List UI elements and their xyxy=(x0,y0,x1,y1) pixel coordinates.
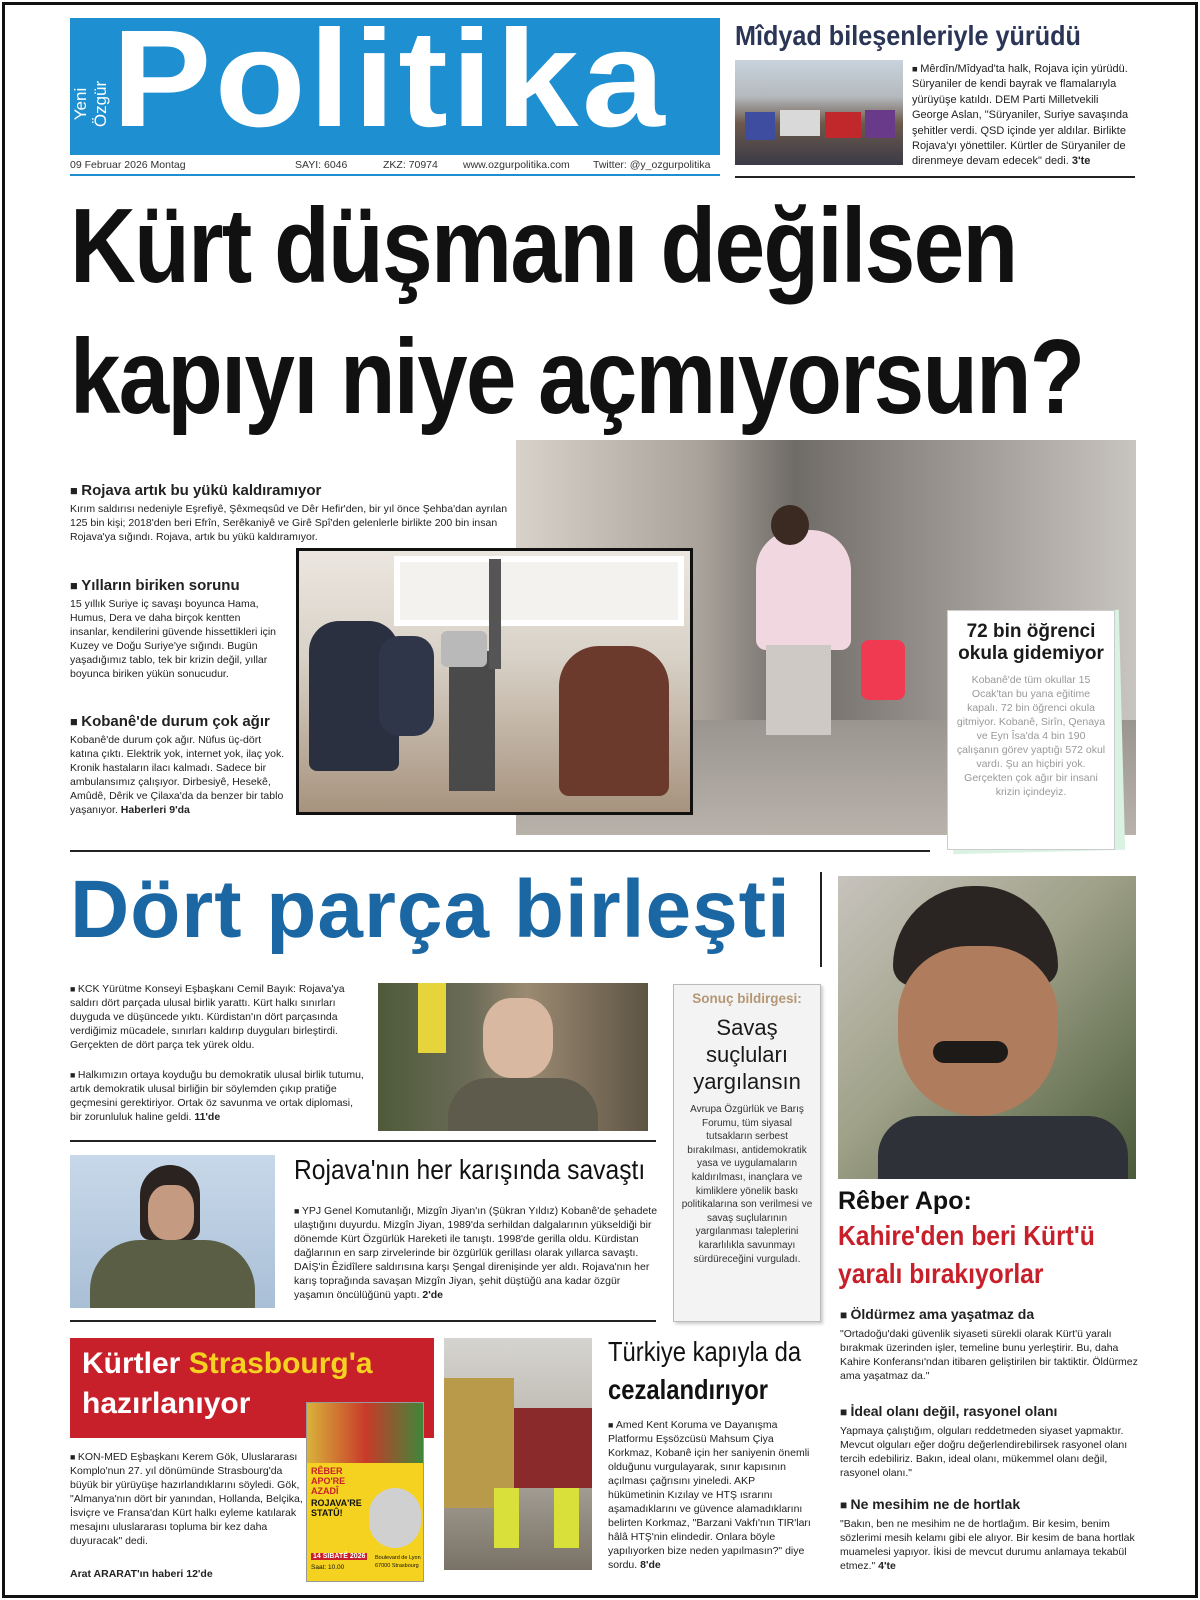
poster-text-1: RÊBER xyxy=(311,1466,343,1476)
main-section-1-text: Kırım saldırısı nedeniyle Eşrefiyê, Şêxmeqsûd ve Dêr Hefir'den, bir yıl önce Şehba'dan ayrılan 125 bin kişi; 2018'den beri Efrîn, Serêkaniyê ve Girê Spî'den gelenlerle birlikte 200 bin insan Rojava'ya sığındı. Rojava, artık bu yükü kaldıramıyor. xyxy=(70,503,508,543)
masthead-info-bar xyxy=(70,158,720,176)
top-story-divider xyxy=(735,176,1135,178)
reber-apo-photo xyxy=(838,876,1136,1179)
school-box-text: Kobanê'de tüm okullar 15 Ocak'tan bu yana eğitime kapalı. 72 bin öğrenci okula gitmiyor. Kobanê, Sirîn, Qenaya ve Eyn Îsa'da 4 bin 190 çalışanın görev yaptığı 572 okul vardı. Şu an hiçbiri yok. Gerçekten çok ağır bir insani krizin içindeyiz. xyxy=(956,674,1106,798)
reber-apo-section-1-text: "Ortadoğu'daki güvenlik siyaseti sürekli olarak Kürt'ü yaralı bırakmak üzerinden işler, temeline bunu yerleştirir. Bu, daha Kahire Konferansı'ndan itibaren geliştirilen bir taktiktir. Öldürmez ama yaşatmaz da." xyxy=(840,1328,1138,1382)
strasbourg-headline-line1: Kürtler Strasbourg'a xyxy=(82,1347,373,1380)
strasbourg-headline-line2: hazırlanıyor xyxy=(82,1387,251,1420)
zkz-number: ZKZ: 70974 xyxy=(383,159,438,171)
poster-date: 14 SIBATÊ 2026 xyxy=(313,1553,366,1560)
cemil-bayik-photo xyxy=(378,983,648,1131)
verdict-title1: Savaş xyxy=(716,1015,778,1040)
main-section-2-title: ■ Yılların biriken sorunu xyxy=(70,577,240,594)
top-story-text: ■ Mêrdîn/Mîdyad'ta halk, Rojava için yürüdü. Süryaniler de kendi bayrak ve flamalarıyla yürüyüşe katıldı. DEM Parti Milletvekili George Aslan, "Süryaniler, Suriye savaşında şehitler verdi. QSD içinde yer aldılar. Birlikte Rojava'yı yönettiler. Kürtler de Süryaniler de direnmeye devam edecek" dedi. 3'te xyxy=(912,62,1132,170)
four-parts-headline: Dört parça birleşti xyxy=(70,864,791,955)
school-box-inner xyxy=(947,610,1115,850)
issue-date: 09 Februar 2026 Montag xyxy=(70,159,186,171)
top-story-photo xyxy=(735,60,903,165)
section-divider-1 xyxy=(70,850,930,852)
poster-place2: 67000 Strasbourg xyxy=(375,1563,419,1569)
stove xyxy=(449,651,495,791)
mizgin-jiyan-photo xyxy=(70,1155,275,1308)
main-headline-line1: Kürt düşmanı değilsen xyxy=(70,187,1017,305)
turkey-headline1: Türkiye kapıyla da xyxy=(608,1336,802,1367)
turkey-headline2: cezalandırıyor xyxy=(608,1374,769,1405)
masthead-small-logo: Yeni Özgür xyxy=(71,80,110,128)
four-parts-vertical-rule xyxy=(820,872,822,967)
reber-apo-section-1-title: ■ Öldürmez ama yaşatmaz da xyxy=(840,1306,1034,1322)
border-gate-photo xyxy=(444,1338,592,1570)
verdict-text: Avrupa Özgürlük ve Barış Forumu, tüm siyasal tutsakların serbest bırakılması, antidemokratik yasa ve uygulamaların kaldırılması, inançlara ve kimliklere yönelik baskı politikalarına son verilmesi ve savaş suçlularının yargılanması taleplerini kararlılıkla savunmayı sürdüreceğini vurguladı. xyxy=(681,1104,813,1265)
section-divider-2 xyxy=(70,1140,656,1142)
four-parts-para2: ■ Halkımızın ortaya koyduğu bu demokratik ulusal birlik tutumu, artık demokratik ulusal birliğin bir söylemden çıkıp pratiğe geçmesini gerektiriyor. Ortak öz savunma ve ortak diplomasi, bir zorunluluk haline geldi. 11'de xyxy=(70,1068,367,1124)
main-section-2-text: 15 yıllık Suriye iç savaşı boyunca Hama, Humus, Dera ve daha birçok kentten insanlar, kendilerini güvende hissettikleri için Kuzey ve Doğu Suriye'ye sığındı. Bugün yaşadığımız tablo, tek bir krizin değil, yıllar boyunca biriken yükün sonucudur. xyxy=(70,598,277,680)
main-section-3-title: ■ Kobanê'de durum çok ağır xyxy=(70,713,270,730)
reber-apo-section-3-text: "Bakın, ben ne mesihim ne de hortlağım. Bir kesim, benim sözlerimi mesih kelamı gibi ele alıyor. Bir kesim de bana hortlak muamelesi yapıyor. İkisi de mevcut durumu anlamaya tekabül etmez." 4'te xyxy=(840,1518,1135,1572)
masthead-logo-box xyxy=(70,2,720,156)
verdict-box xyxy=(673,984,821,1322)
main-headline-line2: kapıyı niye açmıyorsun? xyxy=(70,318,1084,436)
school-box-title2: okula gidemiyor xyxy=(958,643,1104,664)
reber-apo-section-2-text: Yapmaya çalıştığım, olguları reddetmeden siyaset yapmaktır. Mevcut olguları eğer doğru değerlendirebilirsek rasyonel olanı tercih edebiliriz. Bakın, ideal olanı, mükemmel olanı değil, rasyonel olanı." xyxy=(840,1425,1128,1479)
turkey-text: ■ Amed Kent Koruma ve Dayanışma Platformu Eşsözcüsü Mahsum Çiya Korkmaz, Kobanê için her saniyenin önemli olduğunu vurgulayarak, sınır kapısının açılması çağrısını yineledi. AKP hükümetinin Kızılay ve HTŞ ısrarını aşamadıklarını ve güvence alamadıklarını belirten Korkmaz, "Barzani Vakfı'nın TIR'ları hâlâ HTŞ'nin elindedir. Onlara böyle yapılıyorken bize neden yapılmasın?" diye sordu. 8'de xyxy=(608,1418,813,1572)
child-figure xyxy=(756,530,851,650)
issue-number: SAYI: 6046 xyxy=(295,159,348,171)
four-parts-para1: ■ KCK Yürütme Konseyi Eşbaşkanı Cemil Bayık: Rojava'ya saldırı dört parçada ulusal birlik yarattı. Kürt halkı sınırları duyguda ve düşüncede yıktı. Kürdistan'ın dört parçasında verdiğimiz mücadele, sınırları kaldırıp duyguları birleştirdi. Gerçekten de dört parça tek yürek oldu. xyxy=(70,982,367,1052)
verdict-label: Sonuç bildirgesi: xyxy=(692,991,802,1006)
main-section-3-text: Kobanê'de durum çok ağır. Nüfus üç-dört katına çıktı. Elektrik yok, internet yok, ilaç yok. Kronik hastaların ilacı kalmadı. Sadece bir ambulansımız çalışıyor. Dirbesiyê, Hesekê, Amûdê, Dêrik ve Çilaxa'da da benzer bir tablo yaşanıyor. Haberleri 9'da xyxy=(70,734,285,816)
elderly-people-photo xyxy=(296,548,693,815)
school-box-title1: 72 bin öğrenci xyxy=(966,621,1096,642)
poster-text-5: STATÛ! xyxy=(311,1508,343,1518)
section-divider-3 xyxy=(70,1320,656,1322)
reber-apo-section-3-title: ■ Ne mesihim ne de hortlak xyxy=(840,1496,1020,1512)
poster-place1: Boulevard de Lyon xyxy=(375,1555,421,1561)
masthead-logo: Politika xyxy=(112,2,669,156)
reber-apo-section-2-title: ■ İdeal olanı değil, rasyonel olanı xyxy=(840,1403,1057,1419)
reber-apo-headline1: Kahire'den beri Kürt'ü xyxy=(838,1220,1095,1251)
verdict-title3: yargılansın xyxy=(693,1069,801,1094)
verdict-title2: suçluları xyxy=(706,1042,788,1067)
strasbourg-poster xyxy=(306,1402,424,1582)
rojava-fight-text: ■ YPJ Genel Komutanlığı, Mizgîn Jiyan'ın (Şükran Yıldız) Kobanê'de şehadete ulaştığını duyurdu. Mizgîn Jiyan, 1989'da serhildan dalgalarının yükseldiği bir dönemde Kürt Özgürlük Hareketi ile tanıştı. 1998'de gerilla oldu. Kürdistan dağlarının en sarp zirvelerinde bir özgürlük gerillası olarak yıllarca savaştı. DAİŞ'in Êzidîlere saldırısına karşı Şengal direnişinde yer aldı. Rojava'nın her karış toprağında savaşan Mizgîn Jiyan, şehit düştüğü ana kadar özgür yaşamın öncülüğünü yaptı. 2'de xyxy=(294,1204,659,1302)
poster-text-2: APO'RE xyxy=(311,1476,346,1486)
twitter-handle[interactable]: Twitter: @y_ozgurpolitika xyxy=(593,159,711,171)
poster-text-3: AZADÎ xyxy=(311,1486,339,1496)
top-story-title: Mîdyad bileşenleriyle yürüdü xyxy=(735,20,1081,51)
poster-text-4: ROJAVA'RE xyxy=(311,1498,362,1508)
strasbourg-byline: Arat ARARAT'ın haberi 12'de xyxy=(70,1568,213,1580)
main-section-1-title: ■ Rojava artık bu yükü kaldıramıyor xyxy=(70,482,321,499)
water-can xyxy=(861,640,905,700)
strasbourg-text: ■ KON-MED Eşbaşkanı Kerem Gök, Uluslararası Komplo'nun 27. yıl dönümünde Strasbourg'da büyük bir yürüyüşe hazırlandıklarını söyledi. Gök, "Almanya'nın dört bir yanından, Hollanda, Belçika, İsviçre ve Fransa'dan Kürt halkı eyleme katılarak mesajını uluslararası topluma bir kez daha duyuracak" dedi. xyxy=(70,1450,306,1548)
website-link[interactable]: www.ozgurpolitika.com xyxy=(463,159,570,171)
poster-time: Saat: 10.00 xyxy=(311,1564,345,1571)
rojava-fight-headline: Rojava'nın her karışında savaştı xyxy=(294,1154,646,1185)
reber-apo-headline2: yaralı bırakıyorlar xyxy=(838,1258,1044,1289)
reber-apo-kicker: Rêber Apo: xyxy=(838,1187,972,1215)
poster-portrait xyxy=(369,1488,421,1548)
